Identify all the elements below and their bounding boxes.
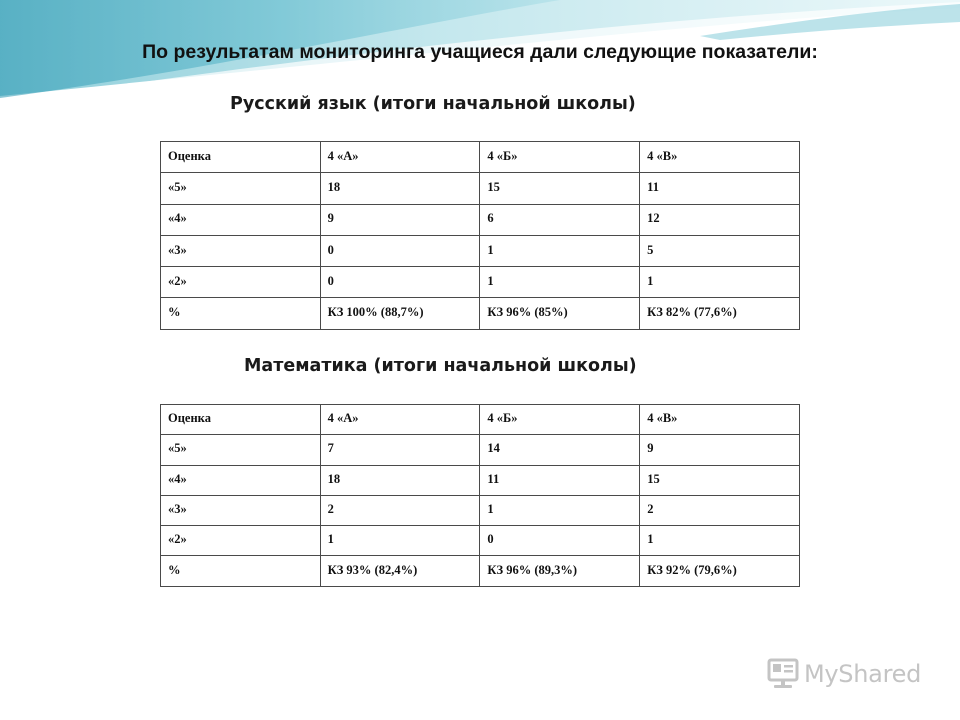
percent-label-cell: % — [161, 298, 321, 329]
watermark-text: MyShared — [804, 660, 922, 688]
table-row — [161, 204, 800, 235]
value-cell: 12 — [640, 204, 800, 235]
quality-cell: КЗ 96% (89,3%) — [480, 556, 640, 586]
value-cell: 0 — [320, 267, 480, 298]
value-cell: 6 — [480, 204, 640, 235]
grade-cell: «5» — [161, 435, 321, 465]
value-cell: 1 — [640, 526, 800, 556]
myshared-watermark — [766, 656, 921, 692]
value-cell: 18 — [320, 465, 480, 495]
math-grades-table — [160, 404, 800, 587]
grade-cell: «5» — [161, 173, 321, 204]
value-cell: 2 — [640, 495, 800, 525]
value-cell: 7 — [320, 435, 480, 465]
russian-section-title: Русский язык (итоги начальной школы) — [230, 94, 636, 114]
value-cell: 1 — [640, 267, 800, 298]
value-cell: 11 — [480, 465, 640, 495]
grade-cell: «2» — [161, 267, 321, 298]
table-header-row — [161, 142, 800, 173]
quality-cell: КЗ 100% (88,7%) — [320, 298, 480, 329]
header-cell: 4 «А» — [320, 405, 480, 435]
header-cell: 4 «Б» — [480, 142, 640, 173]
math-section-title: Математика (итоги начальной школы) — [244, 356, 637, 376]
table-summary-row — [161, 556, 800, 586]
table-header-row — [161, 405, 800, 435]
grade-cell: «4» — [161, 465, 321, 495]
table-row — [161, 267, 800, 298]
table-row — [161, 495, 800, 525]
table-row — [161, 235, 800, 266]
table-row — [161, 173, 800, 204]
table-row — [161, 526, 800, 556]
header-cell: 4 «В» — [640, 142, 800, 173]
value-cell: 1 — [320, 526, 480, 556]
header-cell: 4 «В» — [640, 405, 800, 435]
presentation-board-icon — [766, 656, 800, 692]
value-cell: 1 — [480, 267, 640, 298]
grade-cell: «3» — [161, 495, 321, 525]
value-cell: 14 — [480, 435, 640, 465]
value-cell: 0 — [320, 235, 480, 266]
header-cell: 4 «А» — [320, 142, 480, 173]
quality-cell: КЗ 92% (79,6%) — [640, 556, 800, 586]
value-cell: 15 — [480, 173, 640, 204]
percent-label-cell: % — [161, 556, 321, 586]
header-cell: 4 «Б» — [480, 405, 640, 435]
grade-cell: «4» — [161, 204, 321, 235]
quality-cell: КЗ 82% (77,6%) — [640, 298, 800, 329]
table-row — [161, 465, 800, 495]
quality-cell: КЗ 96% (85%) — [480, 298, 640, 329]
value-cell: 9 — [640, 435, 800, 465]
value-cell: 18 — [320, 173, 480, 204]
grade-cell: «2» — [161, 526, 321, 556]
value-cell: 5 — [640, 235, 800, 266]
header-cell: Оценка — [161, 142, 321, 173]
value-cell: 1 — [480, 495, 640, 525]
quality-cell: КЗ 93% (82,4%) — [320, 556, 480, 586]
value-cell: 15 — [640, 465, 800, 495]
value-cell: 9 — [320, 204, 480, 235]
russian-grades-table — [160, 141, 800, 330]
header-cell: Оценка — [161, 405, 321, 435]
value-cell: 2 — [320, 495, 480, 525]
table-row — [161, 435, 800, 465]
value-cell: 0 — [480, 526, 640, 556]
value-cell: 1 — [480, 235, 640, 266]
slide-heading: По результатам мониторинга учащиеся дали следующие показатели: — [142, 41, 818, 63]
table-summary-row — [161, 298, 800, 329]
grade-cell: «3» — [161, 235, 321, 266]
value-cell: 11 — [640, 173, 800, 204]
